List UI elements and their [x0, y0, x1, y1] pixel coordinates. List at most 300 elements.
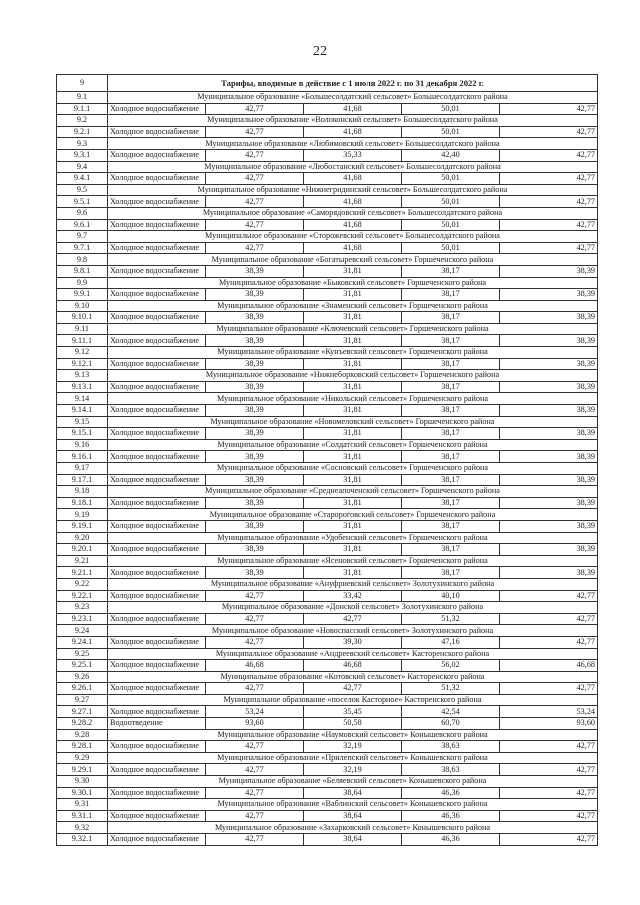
- tariff-value-1: 38,39: [206, 567, 304, 579]
- tariff-value-1: 38,39: [206, 335, 304, 347]
- tariff-value-1: 38,39: [206, 520, 304, 532]
- row-code: 9.6.1: [57, 219, 108, 231]
- tariff-value-3: 46,36: [402, 787, 500, 799]
- tariff-value-3: 38,17: [402, 474, 500, 486]
- row-code: 9.24: [57, 625, 108, 637]
- municipality-row: [57, 115, 598, 127]
- tariff-value-4: 42,77: [500, 149, 598, 161]
- service-name: Холодное водоснабжение: [108, 219, 206, 231]
- tariff-value-1: 42,77: [206, 636, 304, 648]
- row-code: 9.28.2: [57, 718, 108, 730]
- tariff-value-3: 38,17: [402, 289, 500, 301]
- row-code: 9.30.1: [57, 787, 108, 799]
- row-code: 9.19: [57, 509, 108, 521]
- row-code: 9.25.1: [57, 660, 108, 672]
- row-code: 9.29.1: [57, 764, 108, 776]
- municipality-row: [57, 555, 598, 567]
- row-code: 9.21: [57, 555, 108, 567]
- row-code: 9.2: [57, 115, 108, 127]
- table-row: [57, 497, 598, 509]
- service-name: Холодное водоснабжение: [108, 405, 206, 417]
- tariff-value-1: 46,68: [206, 660, 304, 672]
- municipality-name: Муниципальное образование «Старороговский сельсовет» Горшеченского района: [108, 509, 598, 521]
- table-row: [57, 149, 598, 161]
- tariff-value-1: 38,39: [206, 358, 304, 370]
- municipality-name: Муниципальное образование «Ануфриевский сельсовет» Золотухинского района: [108, 578, 598, 590]
- service-name: Холодное водоснабжение: [108, 497, 206, 509]
- tariff-value-2: 31,81: [304, 428, 402, 440]
- row-code: 9.19.1: [57, 520, 108, 532]
- row-code: 9.13.1: [57, 381, 108, 393]
- tariff-value-2: 38,64: [304, 810, 402, 822]
- tariff-value-4: 38,39: [500, 544, 598, 556]
- table-row: [57, 474, 598, 486]
- tariff-value-2: 39,30: [304, 636, 402, 648]
- row-code: 9.14.1: [57, 405, 108, 417]
- tariff-table: [56, 74, 598, 846]
- table-row: [57, 312, 598, 324]
- tariff-value-4: 42,77: [500, 787, 598, 799]
- municipality-row: [57, 729, 598, 741]
- row-code: 9.32: [57, 822, 108, 834]
- tariff-value-1: 42,77: [206, 810, 304, 822]
- tariff-value-1: 42,77: [206, 683, 304, 695]
- municipality-name: Муниципальное образование «Любостанский сельсовет» Большесолдатского района: [108, 161, 598, 173]
- tariff-value-2: 31,81: [304, 358, 402, 370]
- table-row: [57, 544, 598, 556]
- municipality-row: [57, 694, 598, 706]
- row-code: 9.1: [57, 92, 108, 104]
- row-code: 9.7: [57, 231, 108, 243]
- row-code: 9.9: [57, 277, 108, 289]
- service-name: Холодное водоснабжение: [108, 520, 206, 532]
- service-name: Водоотведение: [108, 718, 206, 730]
- tariff-value-4: 38,39: [500, 358, 598, 370]
- tariff-value-4: 38,39: [500, 451, 598, 463]
- tariff-value-3: 38,17: [402, 428, 500, 440]
- municipality-name: Муниципальное образование «Новомеловский сельсовет» Горшеченского района: [108, 416, 598, 428]
- row-code: 9.10.1: [57, 312, 108, 324]
- municipality-name: Муниципальное образование «Ваблинский сельсовет» Конышевского района: [108, 799, 598, 811]
- row-code: 9.18: [57, 486, 108, 498]
- tariff-value-1: 38,39: [206, 265, 304, 277]
- service-name: Холодное водоснабжение: [108, 358, 206, 370]
- tariff-value-3: 38,17: [402, 381, 500, 393]
- service-name: Холодное водоснабжение: [108, 567, 206, 579]
- tariff-value-1: 38,39: [206, 474, 304, 486]
- municipality-row: [57, 578, 598, 590]
- row-code: 9.26.1: [57, 683, 108, 695]
- table-row: [57, 567, 598, 579]
- row-code: 9.12.1: [57, 358, 108, 370]
- row-code: 9.8.1: [57, 265, 108, 277]
- tariff-value-2: 31,81: [304, 544, 402, 556]
- tariff-value-3: 38,17: [402, 520, 500, 532]
- municipality-name: Муниципальное образование «Новоспасский сельсовет» Золотухинского района: [108, 625, 598, 637]
- row-code: 9.7.1: [57, 242, 108, 254]
- row-code: 9.31.1: [57, 810, 108, 822]
- tariff-value-1: 53,24: [206, 706, 304, 718]
- tariff-value-4: 42,77: [500, 613, 598, 625]
- row-code: 9.2.1: [57, 126, 108, 138]
- tariff-value-3: 38,17: [402, 497, 500, 509]
- service-name: Холодное водоснабжение: [108, 706, 206, 718]
- table-row: [57, 335, 598, 347]
- page-number: 22: [313, 44, 327, 59]
- tariff-value-1: 42,77: [206, 149, 304, 161]
- row-code: 9.23: [57, 602, 108, 614]
- tariff-value-1: 38,39: [206, 544, 304, 556]
- municipality-row: [57, 602, 598, 614]
- service-name: Холодное водоснабжение: [108, 810, 206, 822]
- tariff-value-2: 41,68: [304, 173, 402, 185]
- row-code: 9.3: [57, 138, 108, 150]
- municipality-name: Муниципальное образование «Богатыревский сельсовет» Горшеченского района: [108, 254, 598, 266]
- municipality-name: Муниципальное образование «Сторожевский сельсовет» Большесолдатского района: [108, 231, 598, 243]
- table-row: [57, 660, 598, 672]
- tariff-value-4: 42,77: [500, 683, 598, 695]
- table-row: [57, 787, 598, 799]
- row-code: 9.30: [57, 776, 108, 788]
- tariff-value-3: 50,01: [402, 103, 500, 115]
- table-row: [57, 405, 598, 417]
- table-row: [57, 451, 598, 463]
- municipality-name: Муниципальное образование «Удобенский сельсовет» Горшеченского района: [108, 532, 598, 544]
- municipality-name: Муниципальное образование «Сосновский сельсовет» Горшеченского района: [108, 463, 598, 475]
- service-name: Холодное водоснабжение: [108, 660, 206, 672]
- service-name: Холодное водоснабжение: [108, 149, 206, 161]
- table-row: [57, 613, 598, 625]
- table-row: [57, 126, 598, 138]
- tariff-value-3: 50,01: [402, 242, 500, 254]
- tariff-value-4: 42,77: [500, 219, 598, 231]
- municipality-name: Муниципальное образование «Большесолдатский сельсовет» Большесолдатского района: [108, 92, 598, 104]
- tariff-value-2: 31,81: [304, 381, 402, 393]
- tariff-value-3: 38,17: [402, 312, 500, 324]
- tariff-value-2: 31,81: [304, 335, 402, 347]
- row-code: 9.14: [57, 393, 108, 405]
- tariff-value-1: 38,39: [206, 312, 304, 324]
- tariff-value-4: 38,39: [500, 335, 598, 347]
- table-row: [57, 173, 598, 185]
- municipality-name: Муниципальное образование «Солдатский сельсовет» Горшеченского района: [108, 439, 598, 451]
- tariff-value-4: 46,68: [500, 660, 598, 672]
- tariff-value-4: 42,77: [500, 810, 598, 822]
- tariff-value-4: 38,39: [500, 428, 598, 440]
- service-name: Холодное водоснабжение: [108, 126, 206, 138]
- row-code: 9.13: [57, 370, 108, 382]
- municipality-row: [57, 207, 598, 219]
- tariff-value-3: 38,17: [402, 335, 500, 347]
- row-code: 9.3.1: [57, 149, 108, 161]
- table-row: [57, 428, 598, 440]
- municipality-name: Муниципальное образование «Среднеапоченский сельсовет» Горшеченского района: [108, 486, 598, 498]
- tariff-value-2: 38,64: [304, 787, 402, 799]
- municipality-name: Муниципальное образование «поселок Касторное» Касторенского района: [108, 694, 598, 706]
- tariff-value-1: 42,77: [206, 787, 304, 799]
- tariff-value-2: 31,81: [304, 451, 402, 463]
- service-name: Холодное водоснабжение: [108, 173, 206, 185]
- table-row: [57, 103, 598, 115]
- service-name: Холодное водоснабжение: [108, 103, 206, 115]
- tariff-value-2: 41,68: [304, 103, 402, 115]
- service-name: Холодное водоснабжение: [108, 428, 206, 440]
- section-code: 9: [57, 75, 108, 92]
- tariff-value-1: 42,77: [206, 196, 304, 208]
- tariff-value-2: 31,81: [304, 289, 402, 301]
- tariff-value-4: 42,77: [500, 764, 598, 776]
- tariff-value-4: 38,39: [500, 405, 598, 417]
- tariff-value-1: 42,77: [206, 590, 304, 602]
- municipality-name: Муниципальное образование «Ясеновский сельсовет» Горшеченского района: [108, 555, 598, 567]
- municipality-row: [57, 370, 598, 382]
- tariff-value-4: 42,77: [500, 173, 598, 185]
- tariff-value-2: 31,81: [304, 405, 402, 417]
- tariff-value-1: 42,77: [206, 764, 304, 776]
- municipality-row: [57, 393, 598, 405]
- service-name: Холодное водоснабжение: [108, 312, 206, 324]
- municipality-name: Муниципальное образование «Ключевский сельсовет» Горшеченского района: [108, 323, 598, 335]
- row-code: 9.17.1: [57, 474, 108, 486]
- tariff-value-3: 56,02: [402, 660, 500, 672]
- service-name: Холодное водоснабжение: [108, 451, 206, 463]
- municipality-row: [57, 822, 598, 834]
- tariff-value-2: 35,33: [304, 149, 402, 161]
- tariff-value-2: 35,45: [304, 706, 402, 718]
- tariff-value-2: 41,68: [304, 242, 402, 254]
- tariff-value-4: 38,39: [500, 265, 598, 277]
- tariff-value-2: 46,68: [304, 660, 402, 672]
- tariff-value-3: 38,63: [402, 741, 500, 753]
- tariff-value-2: 38,64: [304, 834, 402, 846]
- row-code: 9.6: [57, 207, 108, 219]
- tariff-value-2: 31,81: [304, 474, 402, 486]
- municipality-row: [57, 184, 598, 196]
- municipality-name: Муниципальное образование «Котовский сельсовет» Касторенского района: [108, 671, 598, 683]
- tariff-value-1: 42,77: [206, 834, 304, 846]
- row-code: 9.10: [57, 300, 108, 312]
- tariff-value-2: 32,19: [304, 764, 402, 776]
- tariff-value-1: 38,39: [206, 497, 304, 509]
- row-code: 9.15: [57, 416, 108, 428]
- row-code: 9.32.1: [57, 834, 108, 846]
- tariff-value-4: 38,39: [500, 567, 598, 579]
- tariff-value-3: 38,17: [402, 265, 500, 277]
- row-code: 9.12: [57, 347, 108, 359]
- tariff-value-1: 42,77: [206, 103, 304, 115]
- tariff-value-4: 42,77: [500, 741, 598, 753]
- table-row: [57, 381, 598, 393]
- table-row: [57, 196, 598, 208]
- table-row: [57, 265, 598, 277]
- row-code: 9.24.1: [57, 636, 108, 648]
- municipality-row: [57, 277, 598, 289]
- tariff-value-1: 93,60: [206, 718, 304, 730]
- row-code: 9.1.1: [57, 103, 108, 115]
- tariff-value-3: 38,17: [402, 567, 500, 579]
- row-code: 9.27.1: [57, 706, 108, 718]
- tariff-value-4: 38,39: [500, 474, 598, 486]
- municipality-row: [57, 92, 598, 104]
- row-code: 9.28.1: [57, 741, 108, 753]
- table-row: [57, 683, 598, 695]
- tariff-value-3: 50,01: [402, 219, 500, 231]
- municipality-row: [57, 776, 598, 788]
- table-row: [57, 706, 598, 718]
- service-name: Холодное водоснабжение: [108, 265, 206, 277]
- municipality-row: [57, 347, 598, 359]
- row-code: 9.29: [57, 752, 108, 764]
- municipality-row: [57, 532, 598, 544]
- table-row: [57, 764, 598, 776]
- municipality-row: [57, 138, 598, 150]
- municipality-row: [57, 486, 598, 498]
- tariff-value-1: 38,39: [206, 381, 304, 393]
- tariff-value-2: 32,19: [304, 741, 402, 753]
- municipality-name: Муниципальное образование «Андреевский сельсовет» Касторенского района: [108, 648, 598, 660]
- row-code: 9.22: [57, 578, 108, 590]
- tariff-value-4: 42,77: [500, 636, 598, 648]
- service-name: Холодное водоснабжение: [108, 764, 206, 776]
- municipality-row: [57, 231, 598, 243]
- tariff-value-1: 42,77: [206, 126, 304, 138]
- municipality-name: Муниципальное образование «Быковский сельсовет» Горшеченского района: [108, 277, 598, 289]
- tariff-value-3: 50,01: [402, 173, 500, 185]
- row-code: 9.15.1: [57, 428, 108, 440]
- row-code: 9.27: [57, 694, 108, 706]
- row-code: 9.16: [57, 439, 108, 451]
- row-code: 9.9.1: [57, 289, 108, 301]
- table-row: [57, 741, 598, 753]
- row-code: 9.31: [57, 799, 108, 811]
- municipality-name: Муниципальное образование «Любимовский сельсовет» Большесолдатского района: [108, 138, 598, 150]
- table-row: [57, 590, 598, 602]
- tariff-value-2: 33,42: [304, 590, 402, 602]
- municipality-name: Муниципальное образование «Волоконский сельсовет» Большесолдатского района: [108, 115, 598, 127]
- table-row: [57, 289, 598, 301]
- row-code: 9.4.1: [57, 173, 108, 185]
- municipality-row: [57, 752, 598, 764]
- tariff-value-3: 38,17: [402, 544, 500, 556]
- tariff-value-1: 42,77: [206, 173, 304, 185]
- row-code: 9.26: [57, 671, 108, 683]
- tariff-value-2: 31,81: [304, 312, 402, 324]
- tariff-value-2: 31,81: [304, 567, 402, 579]
- tariff-value-1: 38,39: [206, 405, 304, 417]
- tariff-value-4: 38,39: [500, 520, 598, 532]
- row-code: 9.11.1: [57, 335, 108, 347]
- row-code: 9.20.1: [57, 544, 108, 556]
- tariff-value-2: 41,68: [304, 196, 402, 208]
- municipality-row: [57, 161, 598, 173]
- tariff-value-1: 42,77: [206, 219, 304, 231]
- tariff-value-2: 41,68: [304, 126, 402, 138]
- service-name: Холодное водоснабжение: [108, 613, 206, 625]
- row-code: 9.18.1: [57, 497, 108, 509]
- municipality-row: [57, 463, 598, 475]
- tariff-value-3: 38,17: [402, 405, 500, 417]
- tariff-value-1: 42,77: [206, 613, 304, 625]
- row-code: 9.5.1: [57, 196, 108, 208]
- municipality-name: Муниципальное образование «Кунъевский сельсовет» Горшеченского района: [108, 347, 598, 359]
- service-name: Холодное водоснабжение: [108, 335, 206, 347]
- tariff-value-4: 42,77: [500, 590, 598, 602]
- tariff-value-2: 41,68: [304, 219, 402, 231]
- tariff-value-1: 42,77: [206, 242, 304, 254]
- row-code: 9.25: [57, 648, 108, 660]
- tariff-value-4: 42,77: [500, 196, 598, 208]
- service-name: Холодное водоснабжение: [108, 590, 206, 602]
- tariff-value-2: 42,77: [304, 683, 402, 695]
- tariff-value-3: 51,32: [402, 613, 500, 625]
- tariff-value-4: 38,39: [500, 312, 598, 324]
- municipality-name: Муниципальное образование «Наумовский сельсовет» Конышевского района: [108, 729, 598, 741]
- tariff-value-1: 38,39: [206, 451, 304, 463]
- table-row: [57, 520, 598, 532]
- tariff-value-3: 46,36: [402, 834, 500, 846]
- tariff-value-2: 50,58: [304, 718, 402, 730]
- tariff-value-3: 50,01: [402, 126, 500, 138]
- row-code: 9.8: [57, 254, 108, 266]
- tariff-value-4: 53,24: [500, 706, 598, 718]
- service-name: Холодное водоснабжение: [108, 242, 206, 254]
- tariff-value-2: 42,77: [304, 613, 402, 625]
- tariff-value-3: 50,01: [402, 196, 500, 208]
- tariff-value-3: 47,16: [402, 636, 500, 648]
- municipality-row: [57, 625, 598, 637]
- tariff-value-3: 51,32: [402, 683, 500, 695]
- service-name: Холодное водоснабжение: [108, 544, 206, 556]
- tariff-value-3: 40,10: [402, 590, 500, 602]
- table-title: Тарифы, вводимые в действие с 1 июля 2022 г. по 31 декабря 2022 г.: [108, 75, 598, 92]
- tariff-value-2: 31,81: [304, 520, 402, 532]
- tariff-value-4: 38,39: [500, 497, 598, 509]
- tariff-value-4: 38,39: [500, 381, 598, 393]
- row-code: 9.20: [57, 532, 108, 544]
- municipality-row: [57, 799, 598, 811]
- service-name: Холодное водоснабжение: [108, 834, 206, 846]
- tariff-value-4: 93,60: [500, 718, 598, 730]
- municipality-row: [57, 300, 598, 312]
- table-row: [57, 242, 598, 254]
- service-name: Холодное водоснабжение: [108, 741, 206, 753]
- municipality-name: Муниципальное образование «Беляевский сельсовет» Конышевского района: [108, 776, 598, 788]
- municipality-name: Муниципальное образование «Нижнегридинский сельсовет» Большесолдатского района: [108, 184, 598, 196]
- municipality-name: Муниципальное образование «Саморядовский сельсовет» Большесолдатского района: [108, 207, 598, 219]
- row-code: 9.21.1: [57, 567, 108, 579]
- table-header-row: [57, 75, 598, 92]
- tariff-value-2: 31,81: [304, 497, 402, 509]
- municipality-row: [57, 648, 598, 660]
- municipality-row: [57, 254, 598, 266]
- municipality-name: Муниципальное образование «Нижнеборковский сельсовет» Горшеченского района: [108, 370, 598, 382]
- row-code: 9.28: [57, 729, 108, 741]
- row-code: 9.22.1: [57, 590, 108, 602]
- table-row: [57, 718, 598, 730]
- table-row: [57, 834, 598, 846]
- table-row: [57, 219, 598, 231]
- service-name: Холодное водоснабжение: [108, 196, 206, 208]
- tariff-value-1: 38,39: [206, 289, 304, 301]
- table-row: [57, 810, 598, 822]
- tariff-value-4: 42,77: [500, 834, 598, 846]
- municipality-name: Муниципальное образование «Знаменский сельсовет» Горшеченского района: [108, 300, 598, 312]
- tariff-value-3: 42,40: [402, 149, 500, 161]
- service-name: Холодное водоснабжение: [108, 381, 206, 393]
- service-name: Холодное водоснабжение: [108, 474, 206, 486]
- tariff-value-4: 42,77: [500, 103, 598, 115]
- service-name: Холодное водоснабжение: [108, 289, 206, 301]
